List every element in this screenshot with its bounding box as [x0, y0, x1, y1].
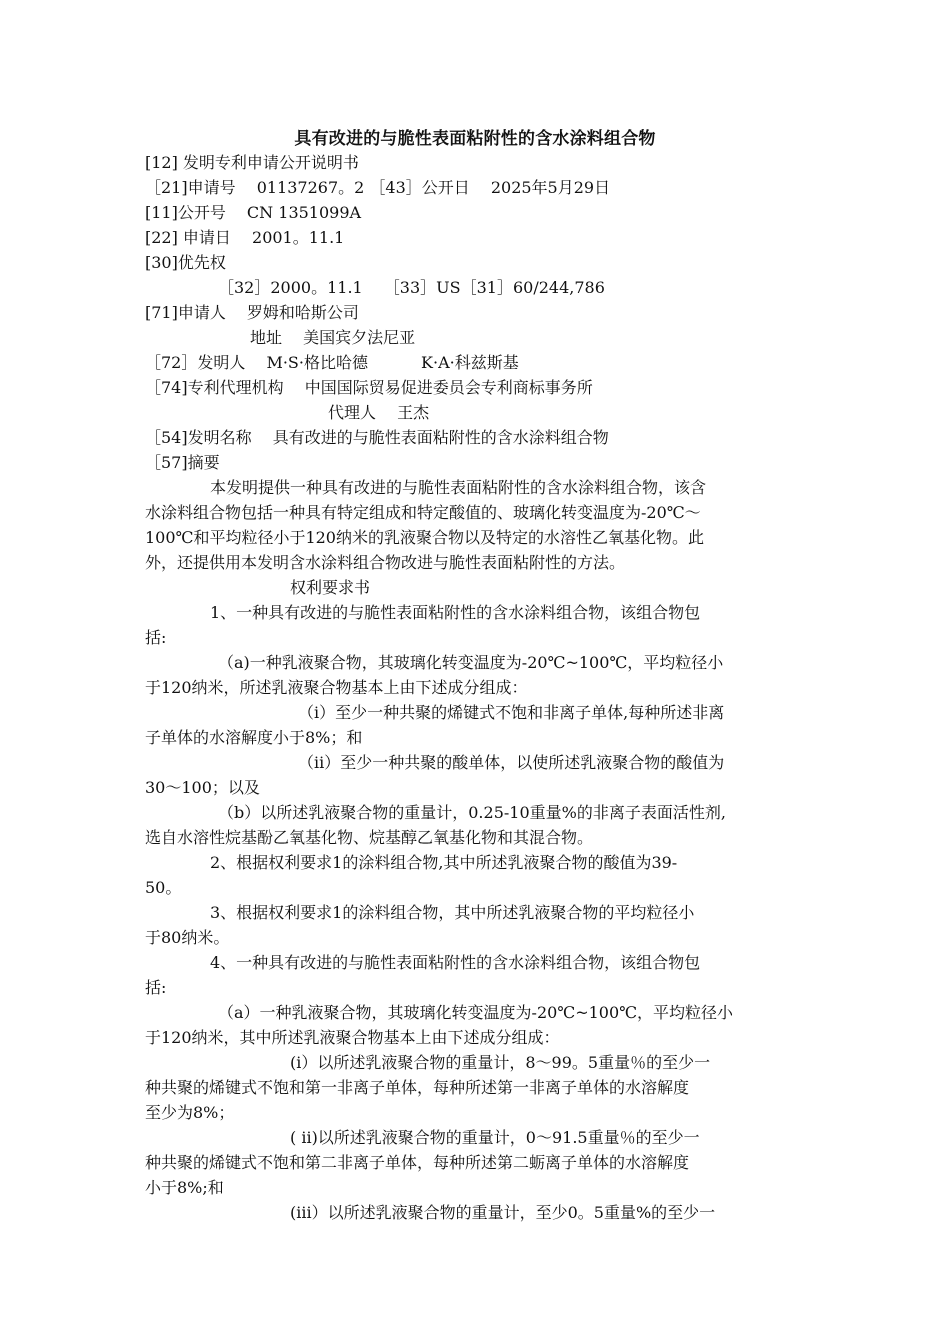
claim-line: （a）一种乳液聚合物，其玻璃化转变温度为-20℃~100℃，平均粒径小 [218, 1003, 734, 1022]
claim-line: 子单体的水溶解度小于8%；和 [145, 728, 363, 747]
claim-line: 种共聚的烯键式不饱和第二非离子单体，每种所述第二蛎离子单体的水溶解度 [145, 1153, 690, 1172]
claim-line: 50。 [145, 878, 182, 897]
claim-paragraph [145, 900, 694, 950]
claim-line: 括: [145, 978, 167, 997]
claim-line: (i）以所述乳液聚合物的重量计，8～99。5重量％的至少一 [290, 1053, 711, 1072]
abstract-paragraph [145, 475, 706, 575]
publication-number-line: [11]公开号 CN 1351099A [145, 203, 362, 222]
claim-paragraph [145, 700, 724, 750]
claim-line: ( ii)以所述乳液聚合物的重量计，0～91.5重量％的至少一 [290, 1128, 700, 1147]
claim-line: 括: [145, 628, 167, 647]
claim-paragraph [145, 800, 726, 850]
claim-line: 于120纳米，所述乳液聚合物基本上由下述成分组成： [145, 678, 528, 697]
claim-paragraph [145, 1125, 700, 1200]
claim-line: 于80纳米。 [145, 928, 230, 947]
invention-name-line: ［54]发明名称 具有改进的与脆性表面粘附性的含水涂料组合物 [145, 428, 609, 447]
claim-line: 于120纳米，其中所述乳液聚合物基本上由下述成分组成： [145, 1028, 560, 1047]
priority-line: [30]优先权 [145, 253, 226, 272]
abstract-label: ［57]摘要 [145, 453, 220, 472]
claim-line: 小于8%;和 [145, 1178, 224, 1197]
claim-line: 至少为8%； [145, 1103, 235, 1122]
claim-line: （b）以所述乳液聚合物的重量计，0.25-10重量%的非离子表面活性剂, [218, 803, 726, 822]
claim-paragraph [145, 1050, 710, 1125]
doc-type-line: [12] 发明专利申请公开说明书 [145, 153, 359, 172]
agency-line: ［74]专利代理机构 中国国际贸易促进委员会专利商标事务所 [145, 378, 593, 397]
claim-paragraph [145, 850, 677, 900]
filing-date-line: [22] 申请日 2001。11.1 [145, 228, 345, 247]
abstract-line: 外，还提供用本发明含水涂料组合物改进与脆性表面粘附性的方法。 [145, 553, 626, 572]
application-number-line: ［21]申请号 01137267。2 ［43］公开日 2025年5月29日 [145, 178, 611, 197]
claim-line: 2、根据权利要求1的涂料组合物,其中所述乳液聚合物的酸值为39- [210, 853, 678, 872]
document-title: 具有改进的与脆性表面粘附性的含水涂料组合物 [294, 129, 656, 149]
claim-line: 种共聚的烯键式不饱和第一非离子单体，每种所述第一非离子单体的水溶解度 [145, 1078, 690, 1097]
claim-line: （i）至少一种共聚的烯键式不饱和非离子单体,每种所述非离 [298, 703, 725, 722]
claim-paragraph [145, 1000, 733, 1050]
abstract-line: 本发明提供一种具有改进的与脆性表面粘附性的含水涂料组合物，该含 [210, 478, 707, 497]
abstract-line: 100℃和平均粒径小于120纳米的乳液聚合物以及特定的水溶性乙氧基化物。此 [145, 528, 704, 547]
claim-line: （ii）至少一种共聚的酸单体，以使所述乳液聚合物的酸值为 [298, 753, 725, 772]
abstract-line: 水涂料组合物包括一种具有特定组成和特定酸值的、玻璃化转变温度为-20℃～ [145, 503, 701, 522]
address-line: 地址 美国宾夕法尼亚 [250, 328, 416, 347]
claim-paragraph [145, 950, 700, 1000]
claim-line: 选自水溶性烷基酚乙氧基化物、烷基醇乙氧基化物和其混合物。 [145, 828, 594, 847]
claim-paragraph [145, 600, 700, 650]
agent-line: 代理人 王杰 [328, 403, 430, 422]
claim-paragraph [145, 750, 724, 800]
claim-line: 30～100；以及 [145, 778, 260, 797]
claim-line: 4、一种具有改进的与脆性表面粘附性的含水涂料组合物，该组合物包 [210, 953, 701, 972]
inventors-line: ［72］发明人 M·S·格比哈德 K·A·科兹斯基 [145, 353, 519, 372]
priority-detail-line: ［32］2000。11.1 ［33］US［31］60/244,786 [218, 278, 605, 297]
claim-line: （a)一种乳液聚合物，其玻璃化转变温度为-20℃~100℃，平均粒径小 [218, 653, 724, 672]
claim-line: 1、一种具有改进的与脆性表面粘附性的含水涂料组合物，该组合物包 [210, 603, 701, 622]
applicant-line: [71]申请人 罗姆和哈斯公司 [145, 303, 359, 322]
claim-line: 3、根据权利要求1的涂料组合物，其中所述乳液聚合物的平均粒径小 [210, 903, 695, 922]
claim-paragraph [145, 1200, 715, 1225]
claim-paragraph [145, 650, 723, 700]
claim-line: (iii）以所述乳液聚合物的重量计，至少0。5重量%的至少一 [290, 1203, 716, 1222]
claims-heading: 权利要求书 [290, 578, 371, 597]
